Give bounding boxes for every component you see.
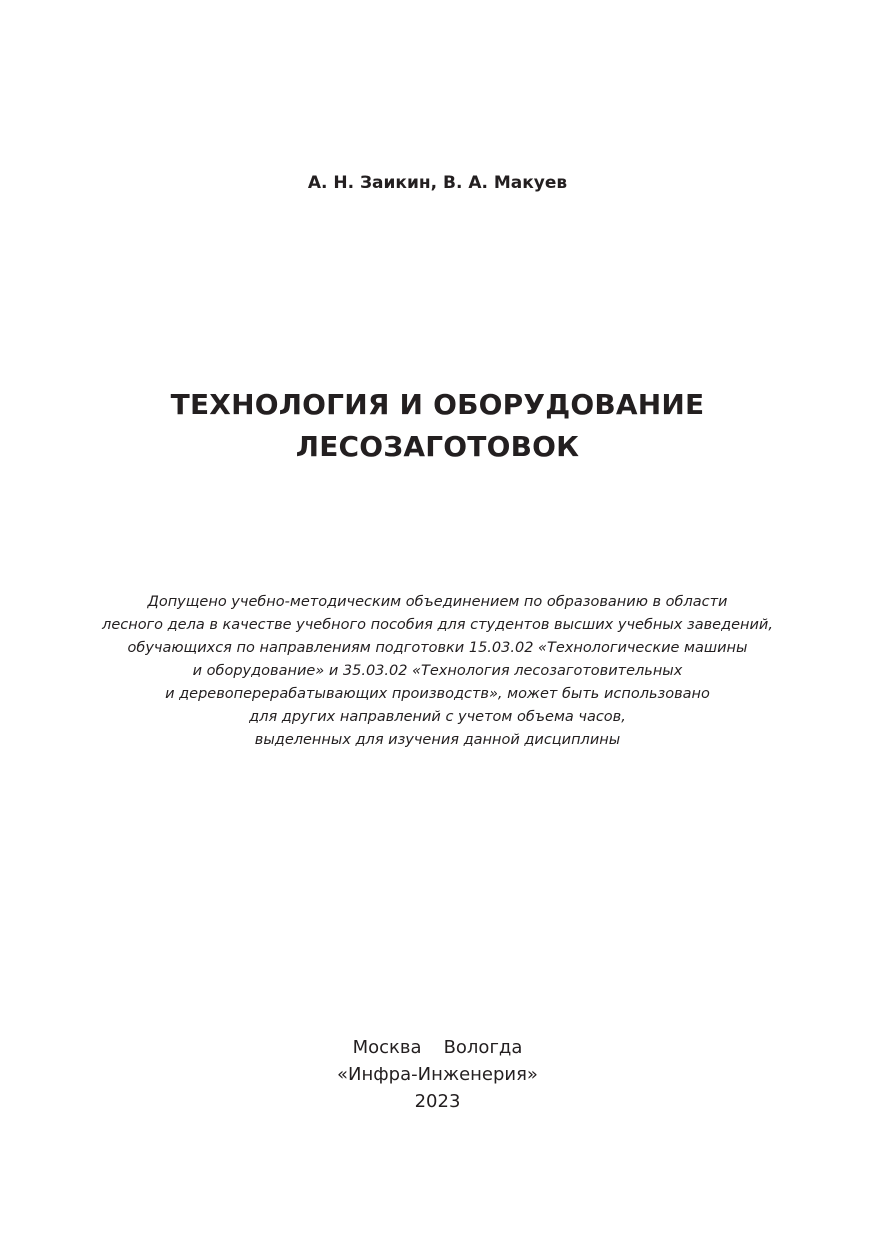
publication-year: 2023 bbox=[414, 1091, 461, 1112]
approval-line: выделенных для изучения данной дисциплины bbox=[254, 732, 621, 748]
imprint bbox=[0, 1034, 875, 1115]
city-moscow: Москва bbox=[352, 1037, 422, 1058]
approval-line: обучающихся по направлениям подготовки 15.03.02 «Технологические машины bbox=[127, 640, 748, 656]
approval-line: Допущено учебно-методическим объединением по образованию в области bbox=[147, 594, 728, 610]
city-vologda: Вологда bbox=[443, 1037, 523, 1058]
approval-line: и деревоперерабатывающих производств», может быть использовано bbox=[165, 686, 710, 702]
approval-line: для других направлений с учетом объема часов, bbox=[249, 709, 626, 725]
book-title-line-2: ЛЕСОЗАГОТОВОК bbox=[295, 430, 580, 463]
book-title bbox=[0, 384, 875, 468]
approval-statement bbox=[40, 591, 835, 752]
book-title-line-1: ТЕХНОЛОГИЯ И ОБОРУДОВАНИЕ bbox=[170, 388, 705, 421]
publisher-name: «Инфра-Инженерия» bbox=[337, 1064, 538, 1085]
imprint-cities bbox=[0, 1034, 875, 1061]
approval-line: и оборудование» и 35.03.02 «Технология лесозаготовительных bbox=[192, 663, 683, 679]
approval-line: лесного дела в качестве учебного пособия для студентов высших учебных заведений, bbox=[102, 617, 773, 633]
authors: А. Н. Заикин, В. А. Макуев bbox=[307, 173, 568, 193]
